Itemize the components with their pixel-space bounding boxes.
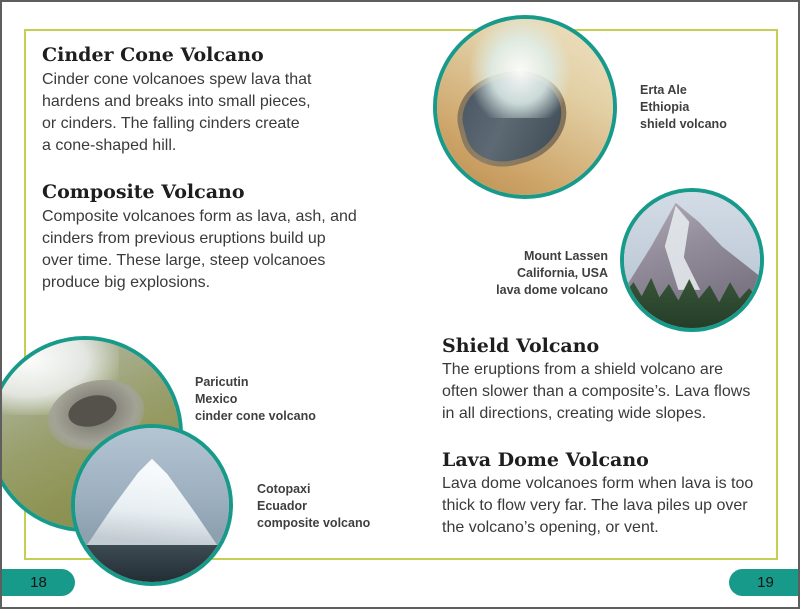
paragraph-composite	[42, 206, 357, 294]
caption-location: Ethiopia	[640, 100, 690, 114]
body-line: a cone-shaped hill.	[42, 137, 177, 154]
body-line: the volcano’s opening, or vent.	[442, 519, 659, 536]
smoke-plume	[469, 15, 571, 117]
heading-lava-dome-volcano: Lava Dome Volcano	[442, 449, 649, 471]
paragraph-lava-dome	[442, 473, 753, 539]
caption-name: Paricutin	[195, 375, 249, 389]
erta-ale-caption	[640, 82, 727, 133]
body-line: Composite volcanoes form as lava, ash, and	[42, 208, 357, 225]
page-number-tab-right	[729, 569, 800, 596]
heading-shield-volcano: Shield Volcano	[442, 335, 600, 357]
page-number-right: 19	[757, 574, 774, 591]
mount-lassen-photo	[620, 188, 764, 332]
caption-type: composite volcano	[257, 516, 371, 530]
paricutin-caption	[195, 374, 316, 425]
erta-ale-photo	[433, 15, 617, 199]
caption-type: lava dome volcano	[496, 283, 608, 297]
paragraph-cinder-cone	[42, 69, 312, 157]
paragraph-shield	[442, 359, 750, 425]
mount-lassen-caption	[422, 248, 608, 299]
dark-foreground	[75, 545, 229, 582]
caption-type: cinder cone volcano	[195, 409, 316, 423]
cotopaxi-art	[75, 428, 229, 582]
page-number-left: 18	[30, 574, 47, 591]
heading-composite-volcano: Composite Volcano	[42, 181, 245, 203]
caption-type: shield volcano	[640, 117, 727, 131]
caption-location: Ecuador	[257, 499, 308, 513]
caption-location: Mexico	[195, 392, 238, 406]
caption-name: Erta Ale	[640, 83, 687, 97]
body-line: or cinders. The falling cinders create	[42, 115, 300, 132]
caption-name: Cotopaxi	[257, 482, 311, 496]
body-line: hardens and breaks into small pieces,	[42, 93, 311, 110]
body-line: Lava dome volcanoes form when lava is too	[442, 475, 754, 492]
body-line: cinders from previous eruptions build up	[42, 230, 326, 247]
body-line: often slower than a composite’s. Lava flows	[442, 383, 751, 400]
mount-lassen-art	[624, 192, 760, 328]
body-line: Cinder cone volcanoes spew lava that	[42, 71, 312, 88]
body-line: produce big explosions.	[42, 274, 211, 291]
body-line: The eruptions from a shield volcano are	[442, 361, 724, 378]
body-line: thick to flow very far. The lava piles up over	[442, 497, 748, 514]
erta-ale-aerial-art	[437, 19, 613, 195]
heading-cinder-cone-volcano: Cinder Cone Volcano	[42, 44, 264, 66]
page-number-tab-left	[2, 569, 75, 596]
cotopaxi-caption	[257, 481, 370, 532]
body-line: in all directions, creating wide slopes.	[442, 405, 707, 422]
cotopaxi-photo	[71, 424, 233, 586]
caption-name: Mount Lassen	[523, 249, 608, 263]
caption-location: California, USA	[517, 266, 608, 280]
body-line: over time. These large, steep volcanoes	[42, 252, 326, 269]
